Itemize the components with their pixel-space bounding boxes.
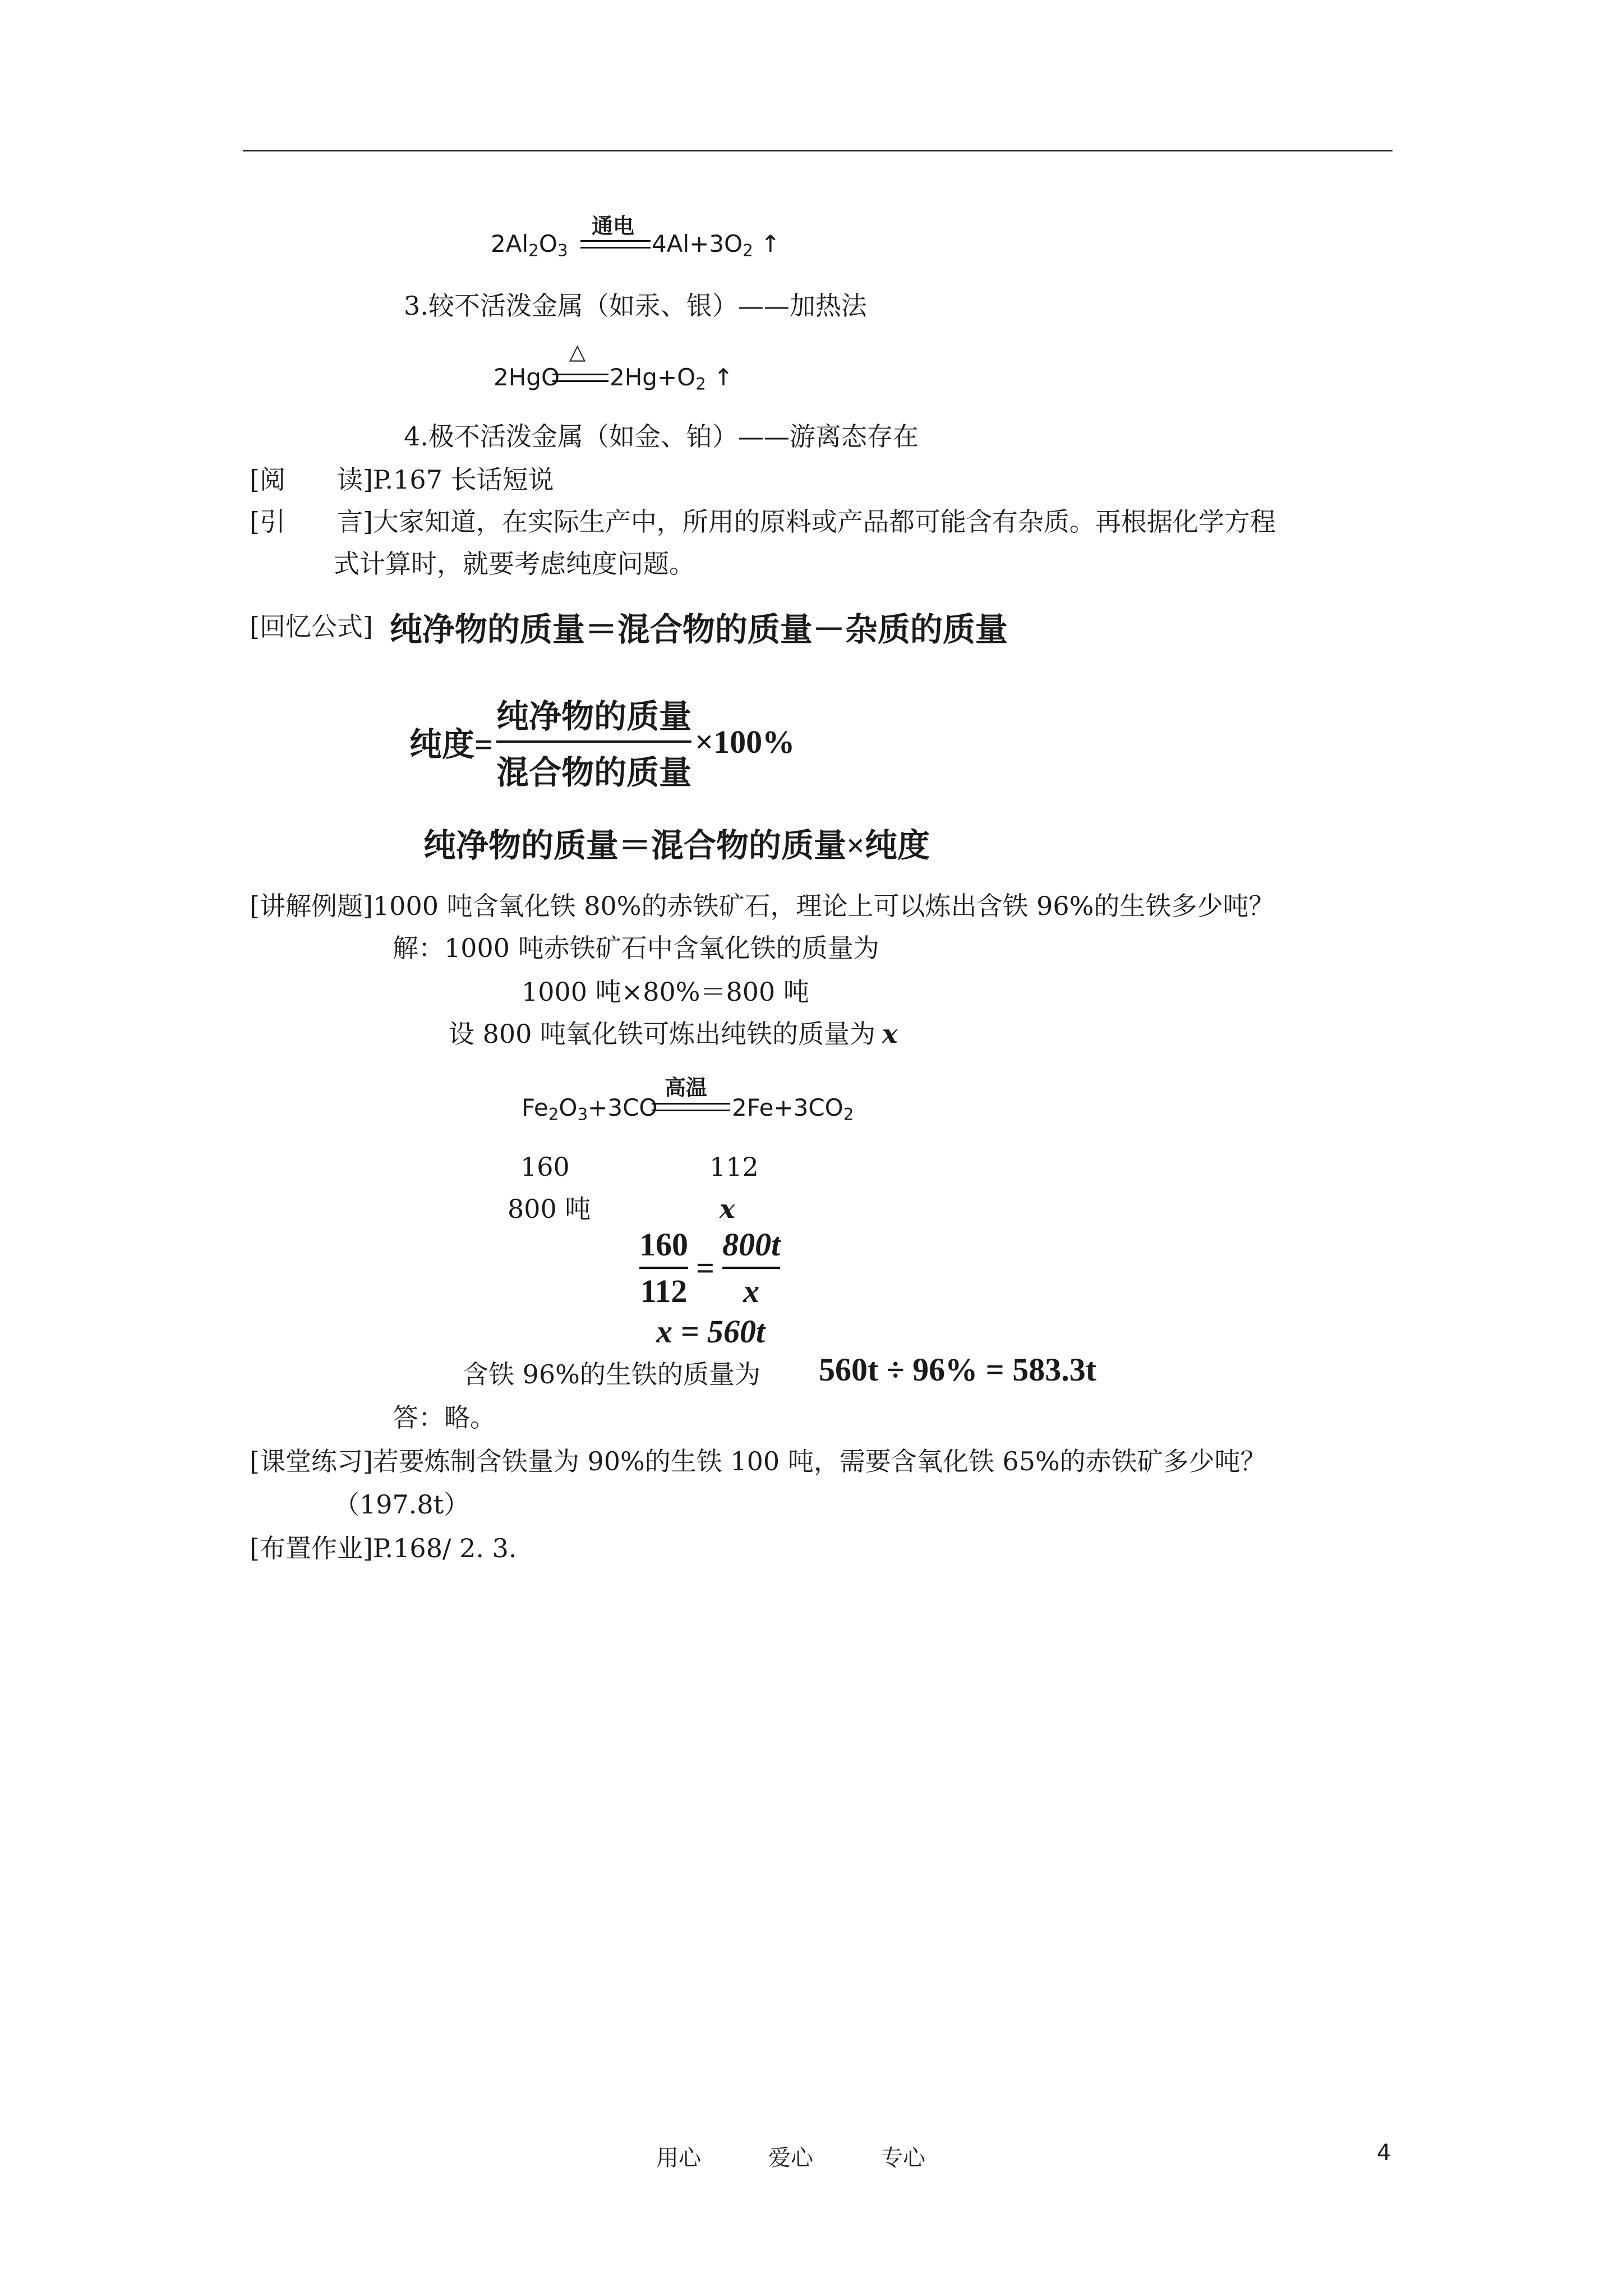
iron-mass-text: 含铁 96%的生铁的质量为	[463, 1359, 760, 1389]
method-item-4: 4.极不活泼金属（如金、铂）——游离态存在	[404, 421, 919, 452]
practice-section	[250, 1444, 1266, 1478]
formula-purity	[409, 690, 795, 793]
footer-motto-2: 爱心	[768, 2145, 813, 2171]
equation-condition: 高温	[665, 1075, 708, 1100]
homework-text: P.168/ 2. 3.	[372, 1533, 517, 1563]
ratio-equation: 160 112 = 800t x	[639, 1226, 781, 1309]
equation-condition: 通电	[592, 214, 635, 238]
equation-right: $2Hg+O_2$ ↑	[610, 364, 734, 394]
equation-left: $2Al_2O_3$	[491, 230, 568, 260]
equation-left: $Fe_2O_3+3CO$	[522, 1094, 658, 1124]
recall-tag: [回忆公式]	[250, 611, 373, 642]
page-number: 4	[1377, 2140, 1391, 2166]
fraction-bar	[496, 740, 691, 743]
given-mass: 800 吨	[508, 1194, 591, 1224]
purity-tail: ×100%	[695, 723, 795, 760]
unknown-x: x	[720, 1194, 735, 1224]
header-rule	[243, 150, 1393, 151]
variable-x: x	[882, 1019, 898, 1049]
homework-tag: [布置作业]	[250, 1533, 373, 1563]
equation-right: $4Al+3O_2$ ↑	[652, 230, 781, 260]
solution-line2: 1000 吨×80%＝800 吨	[522, 977, 809, 1007]
gas-arrow-icon: ↑	[713, 364, 734, 391]
equation-double-line	[652, 1103, 730, 1111]
recall-section	[250, 603, 1008, 650]
formula-pure-mass-purity: 纯净物的质量＝混合物的质量×纯度	[423, 827, 930, 864]
purity-denominator: 混合物的质量	[496, 754, 692, 791]
ratio-right-fraction: 800t x	[722, 1226, 781, 1309]
purity-fraction	[496, 690, 691, 793]
practice-text: 若要炼制含铁量为 90%的生铁 100 吨，需要含氧化铁 65%的赤铁矿多少吨？	[372, 1446, 1266, 1476]
read-section	[250, 463, 554, 496]
purity-label: 纯度=	[409, 726, 494, 763]
equation-right: $2Fe+3CO_2$	[732, 1094, 854, 1124]
purity-numerator: 纯净物的质量	[496, 698, 692, 735]
intro-tag: [引 言]	[250, 507, 373, 537]
homework-section	[250, 1531, 517, 1565]
fraction-bar	[639, 1267, 688, 1269]
molar-mass-fe2o3: 160	[520, 1152, 570, 1182]
intro-text-line1: 大家知道，在实际生产中，所用的原料或产品都可能含有杂质。再根据化学方程	[372, 507, 1276, 537]
equation-double-line	[580, 240, 651, 249]
molar-mass-fe: 112	[709, 1152, 759, 1182]
read-tag: [阅 读]	[250, 464, 373, 495]
solution-line3: 设 800 吨氧化铁可炼出纯铁的质量为 x	[449, 1019, 898, 1049]
equation-double-line	[552, 374, 608, 382]
iron-mass-calc: 560t ÷ 96% = 583.3t	[819, 1351, 1097, 1388]
practice-answer: （197.8t）	[334, 1489, 470, 1520]
practice-tag: [课堂练习]	[250, 1446, 373, 1476]
intro-section	[250, 505, 1276, 539]
read-text: P.167 长话短说	[372, 464, 554, 495]
footer-motto-3: 专心	[880, 2145, 925, 2171]
x-result: x = 560t	[656, 1313, 766, 1350]
ratio-left-fraction: 160 112	[639, 1226, 688, 1309]
example-section	[250, 889, 1274, 923]
gas-arrow-icon: ↑	[760, 230, 781, 257]
example-tag: [讲解例题]	[250, 891, 373, 921]
equation-left: 2HgO	[494, 364, 560, 391]
formula-pure-mass: 纯净物的质量＝混合物的质量－杂质的质量	[389, 611, 1008, 648]
heat-triangle-icon: △	[569, 339, 586, 364]
fraction-bar	[722, 1267, 780, 1269]
solution-line1: 解：1000 吨赤铁矿石中含氧化铁的质量为	[393, 933, 879, 963]
example-text: 1000 吨含氧化铁 80%的赤铁矿石，理论上可以炼出含铁 96%的生铁多少吨？	[372, 891, 1275, 921]
footer-motto-1: 用心	[656, 2145, 701, 2171]
intro-text-line2: 式计算时，就要考虑纯度问题。	[334, 549, 695, 579]
answer-line: 答：略。	[393, 1402, 496, 1433]
method-item-3: 3.较不活泼金属（如汞、银）——加热法	[404, 291, 867, 321]
